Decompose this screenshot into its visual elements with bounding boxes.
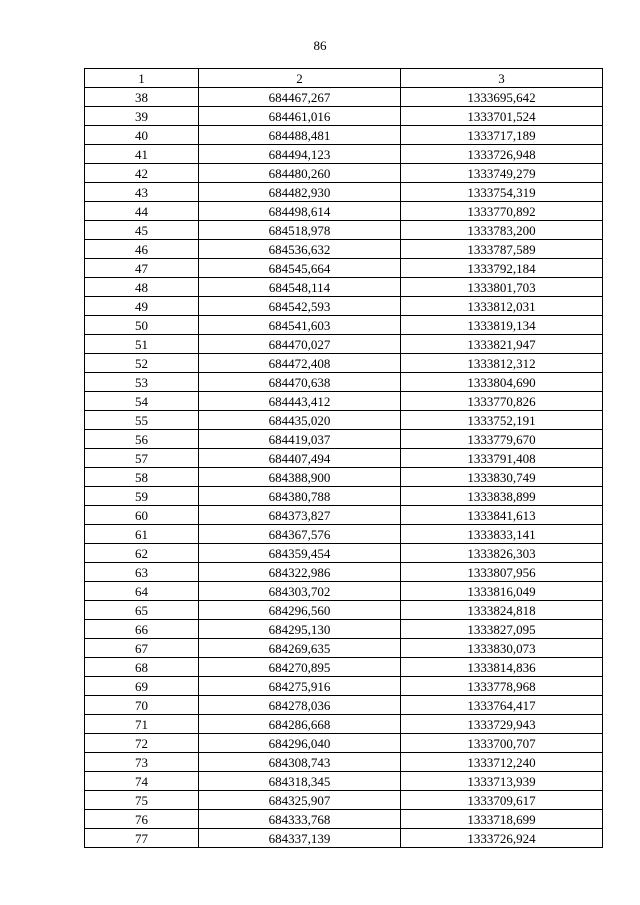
point-number-cell: 64 <box>85 582 199 601</box>
table-row <box>85 734 603 753</box>
table-row <box>85 506 603 525</box>
y-coordinate-cell: 1333752,191 <box>401 411 603 430</box>
y-coordinate-cell: 1333816,049 <box>401 582 603 601</box>
x-coordinate-cell: 684541,603 <box>199 316 401 335</box>
coordinates-table <box>84 68 603 848</box>
point-number-cell: 75 <box>85 791 199 810</box>
table-row <box>85 563 603 582</box>
x-coordinate-cell: 684443,412 <box>199 392 401 411</box>
y-coordinate-cell: 1333814,836 <box>401 658 603 677</box>
point-number-cell: 62 <box>85 544 199 563</box>
table-row <box>85 259 603 278</box>
x-coordinate-cell: 684303,702 <box>199 582 401 601</box>
x-coordinate-cell: 684367,576 <box>199 525 401 544</box>
table-row <box>85 240 603 259</box>
point-number-cell: 53 <box>85 373 199 392</box>
column-header-y-coordinate: 3 <box>401 69 603 88</box>
table-row <box>85 544 603 563</box>
y-coordinate-cell: 1333824,818 <box>401 601 603 620</box>
point-number-cell: 51 <box>85 335 199 354</box>
point-number-cell: 49 <box>85 297 199 316</box>
table-row <box>85 582 603 601</box>
y-coordinate-cell: 1333827,095 <box>401 620 603 639</box>
point-number-cell: 63 <box>85 563 199 582</box>
y-coordinate-cell: 1333713,939 <box>401 772 603 791</box>
y-coordinate-cell: 1333826,303 <box>401 544 603 563</box>
table-row <box>85 525 603 544</box>
point-number-cell: 73 <box>85 753 199 772</box>
y-coordinate-cell: 1333787,589 <box>401 240 603 259</box>
point-number-cell: 50 <box>85 316 199 335</box>
table-row <box>85 677 603 696</box>
x-coordinate-cell: 684470,638 <box>199 373 401 392</box>
point-number-cell: 40 <box>85 126 199 145</box>
x-coordinate-cell: 684419,037 <box>199 430 401 449</box>
x-coordinate-cell: 684333,768 <box>199 810 401 829</box>
x-coordinate-cell: 684269,635 <box>199 639 401 658</box>
table-row <box>85 88 603 107</box>
table-row <box>85 316 603 335</box>
y-coordinate-cell: 1333821,947 <box>401 335 603 354</box>
table-row <box>85 297 603 316</box>
point-number-cell: 58 <box>85 468 199 487</box>
y-coordinate-cell: 1333700,707 <box>401 734 603 753</box>
x-coordinate-cell: 684435,020 <box>199 411 401 430</box>
x-coordinate-cell: 684461,016 <box>199 107 401 126</box>
table-row <box>85 221 603 240</box>
y-coordinate-cell: 1333812,312 <box>401 354 603 373</box>
table-row <box>85 639 603 658</box>
table-row <box>85 791 603 810</box>
point-number-cell: 56 <box>85 430 199 449</box>
x-coordinate-cell: 684498,614 <box>199 202 401 221</box>
point-number-cell: 45 <box>85 221 199 240</box>
y-coordinate-cell: 1333695,642 <box>401 88 603 107</box>
x-coordinate-cell: 684286,668 <box>199 715 401 734</box>
y-coordinate-cell: 1333717,189 <box>401 126 603 145</box>
table-row <box>85 164 603 183</box>
y-coordinate-cell: 1333833,141 <box>401 525 603 544</box>
y-coordinate-cell: 1333754,319 <box>401 183 603 202</box>
x-coordinate-cell: 684470,027 <box>199 335 401 354</box>
point-number-cell: 70 <box>85 696 199 715</box>
y-coordinate-cell: 1333783,200 <box>401 221 603 240</box>
point-number-cell: 59 <box>85 487 199 506</box>
x-coordinate-cell: 684308,743 <box>199 753 401 772</box>
table-row <box>85 772 603 791</box>
y-coordinate-cell: 1333801,703 <box>401 278 603 297</box>
y-coordinate-cell: 1333770,892 <box>401 202 603 221</box>
point-number-cell: 77 <box>85 829 199 848</box>
x-coordinate-cell: 684536,632 <box>199 240 401 259</box>
point-number-cell: 38 <box>85 88 199 107</box>
point-number-cell: 48 <box>85 278 199 297</box>
x-coordinate-cell: 684518,978 <box>199 221 401 240</box>
point-number-cell: 46 <box>85 240 199 259</box>
y-coordinate-cell: 1333830,749 <box>401 468 603 487</box>
point-number-cell: 57 <box>85 449 199 468</box>
x-coordinate-cell: 684373,827 <box>199 506 401 525</box>
x-coordinate-cell: 684467,267 <box>199 88 401 107</box>
table-row <box>85 411 603 430</box>
point-number-cell: 69 <box>85 677 199 696</box>
table-header <box>85 69 603 88</box>
y-coordinate-cell: 1333764,417 <box>401 696 603 715</box>
y-coordinate-cell: 1333712,240 <box>401 753 603 772</box>
x-coordinate-cell: 684388,900 <box>199 468 401 487</box>
table-row <box>85 487 603 506</box>
point-number-cell: 60 <box>85 506 199 525</box>
table-row <box>85 183 603 202</box>
y-coordinate-cell: 1333779,670 <box>401 430 603 449</box>
y-coordinate-cell: 1333812,031 <box>401 297 603 316</box>
x-coordinate-cell: 684545,664 <box>199 259 401 278</box>
table-row <box>85 715 603 734</box>
point-number-cell: 42 <box>85 164 199 183</box>
point-number-cell: 71 <box>85 715 199 734</box>
column-header-point-number: 1 <box>85 69 199 88</box>
x-coordinate-cell: 684494,123 <box>199 145 401 164</box>
x-coordinate-cell: 684480,260 <box>199 164 401 183</box>
table-row <box>85 392 603 411</box>
y-coordinate-cell: 1333701,524 <box>401 107 603 126</box>
point-number-cell: 41 <box>85 145 199 164</box>
y-coordinate-cell: 1333770,826 <box>401 392 603 411</box>
y-coordinate-cell: 1333729,943 <box>401 715 603 734</box>
table-row <box>85 145 603 164</box>
x-coordinate-cell: 684548,114 <box>199 278 401 297</box>
table-row <box>85 829 603 848</box>
y-coordinate-cell: 1333726,948 <box>401 145 603 164</box>
y-coordinate-cell: 1333709,617 <box>401 791 603 810</box>
table-row <box>85 810 603 829</box>
point-number-cell: 43 <box>85 183 199 202</box>
x-coordinate-cell: 684482,930 <box>199 183 401 202</box>
page-number: 86 <box>313 38 327 53</box>
point-number-cell: 44 <box>85 202 199 221</box>
y-coordinate-cell: 1333807,956 <box>401 563 603 582</box>
point-number-cell: 54 <box>85 392 199 411</box>
point-number-cell: 68 <box>85 658 199 677</box>
table-row <box>85 620 603 639</box>
y-coordinate-cell: 1333792,184 <box>401 259 603 278</box>
x-coordinate-cell: 684407,494 <box>199 449 401 468</box>
y-coordinate-cell: 1333804,690 <box>401 373 603 392</box>
table-body <box>85 88 603 848</box>
table-row <box>85 468 603 487</box>
x-coordinate-cell: 684472,408 <box>199 354 401 373</box>
y-coordinate-cell: 1333841,613 <box>401 506 603 525</box>
point-number-cell: 72 <box>85 734 199 753</box>
y-coordinate-cell: 1333726,924 <box>401 829 603 848</box>
table-row <box>85 202 603 221</box>
point-number-cell: 47 <box>85 259 199 278</box>
table-row <box>85 107 603 126</box>
table-header-row <box>85 69 603 88</box>
column-header-x-coordinate: 2 <box>199 69 401 88</box>
point-number-cell: 66 <box>85 620 199 639</box>
y-coordinate-cell: 1333791,408 <box>401 449 603 468</box>
table-row <box>85 335 603 354</box>
y-coordinate-cell: 1333838,899 <box>401 487 603 506</box>
point-number-cell: 52 <box>85 354 199 373</box>
x-coordinate-cell: 684380,788 <box>199 487 401 506</box>
x-coordinate-cell: 684488,481 <box>199 126 401 145</box>
x-coordinate-cell: 684270,895 <box>199 658 401 677</box>
x-coordinate-cell: 684295,130 <box>199 620 401 639</box>
table-row <box>85 753 603 772</box>
y-coordinate-cell: 1333778,968 <box>401 677 603 696</box>
x-coordinate-cell: 684359,454 <box>199 544 401 563</box>
y-coordinate-cell: 1333749,279 <box>401 164 603 183</box>
point-number-cell: 67 <box>85 639 199 658</box>
point-number-cell: 65 <box>85 601 199 620</box>
x-coordinate-cell: 684275,916 <box>199 677 401 696</box>
table-row <box>85 354 603 373</box>
x-coordinate-cell: 684318,345 <box>199 772 401 791</box>
y-coordinate-cell: 1333830,073 <box>401 639 603 658</box>
point-number-cell: 61 <box>85 525 199 544</box>
table-row <box>85 449 603 468</box>
table-row <box>85 430 603 449</box>
x-coordinate-cell: 684325,907 <box>199 791 401 810</box>
point-number-cell: 74 <box>85 772 199 791</box>
y-coordinate-cell: 1333819,134 <box>401 316 603 335</box>
table-row <box>85 278 603 297</box>
table-row <box>85 126 603 145</box>
table-row <box>85 373 603 392</box>
point-number-cell: 76 <box>85 810 199 829</box>
point-number-cell: 55 <box>85 411 199 430</box>
y-coordinate-cell: 1333718,699 <box>401 810 603 829</box>
x-coordinate-cell: 684296,560 <box>199 601 401 620</box>
table-row <box>85 658 603 677</box>
x-coordinate-cell: 684296,040 <box>199 734 401 753</box>
point-number-cell: 39 <box>85 107 199 126</box>
table-row <box>85 601 603 620</box>
x-coordinate-cell: 684337,139 <box>199 829 401 848</box>
table-row <box>85 696 603 715</box>
x-coordinate-cell: 684542,593 <box>199 297 401 316</box>
x-coordinate-cell: 684322,986 <box>199 563 401 582</box>
x-coordinate-cell: 684278,036 <box>199 696 401 715</box>
